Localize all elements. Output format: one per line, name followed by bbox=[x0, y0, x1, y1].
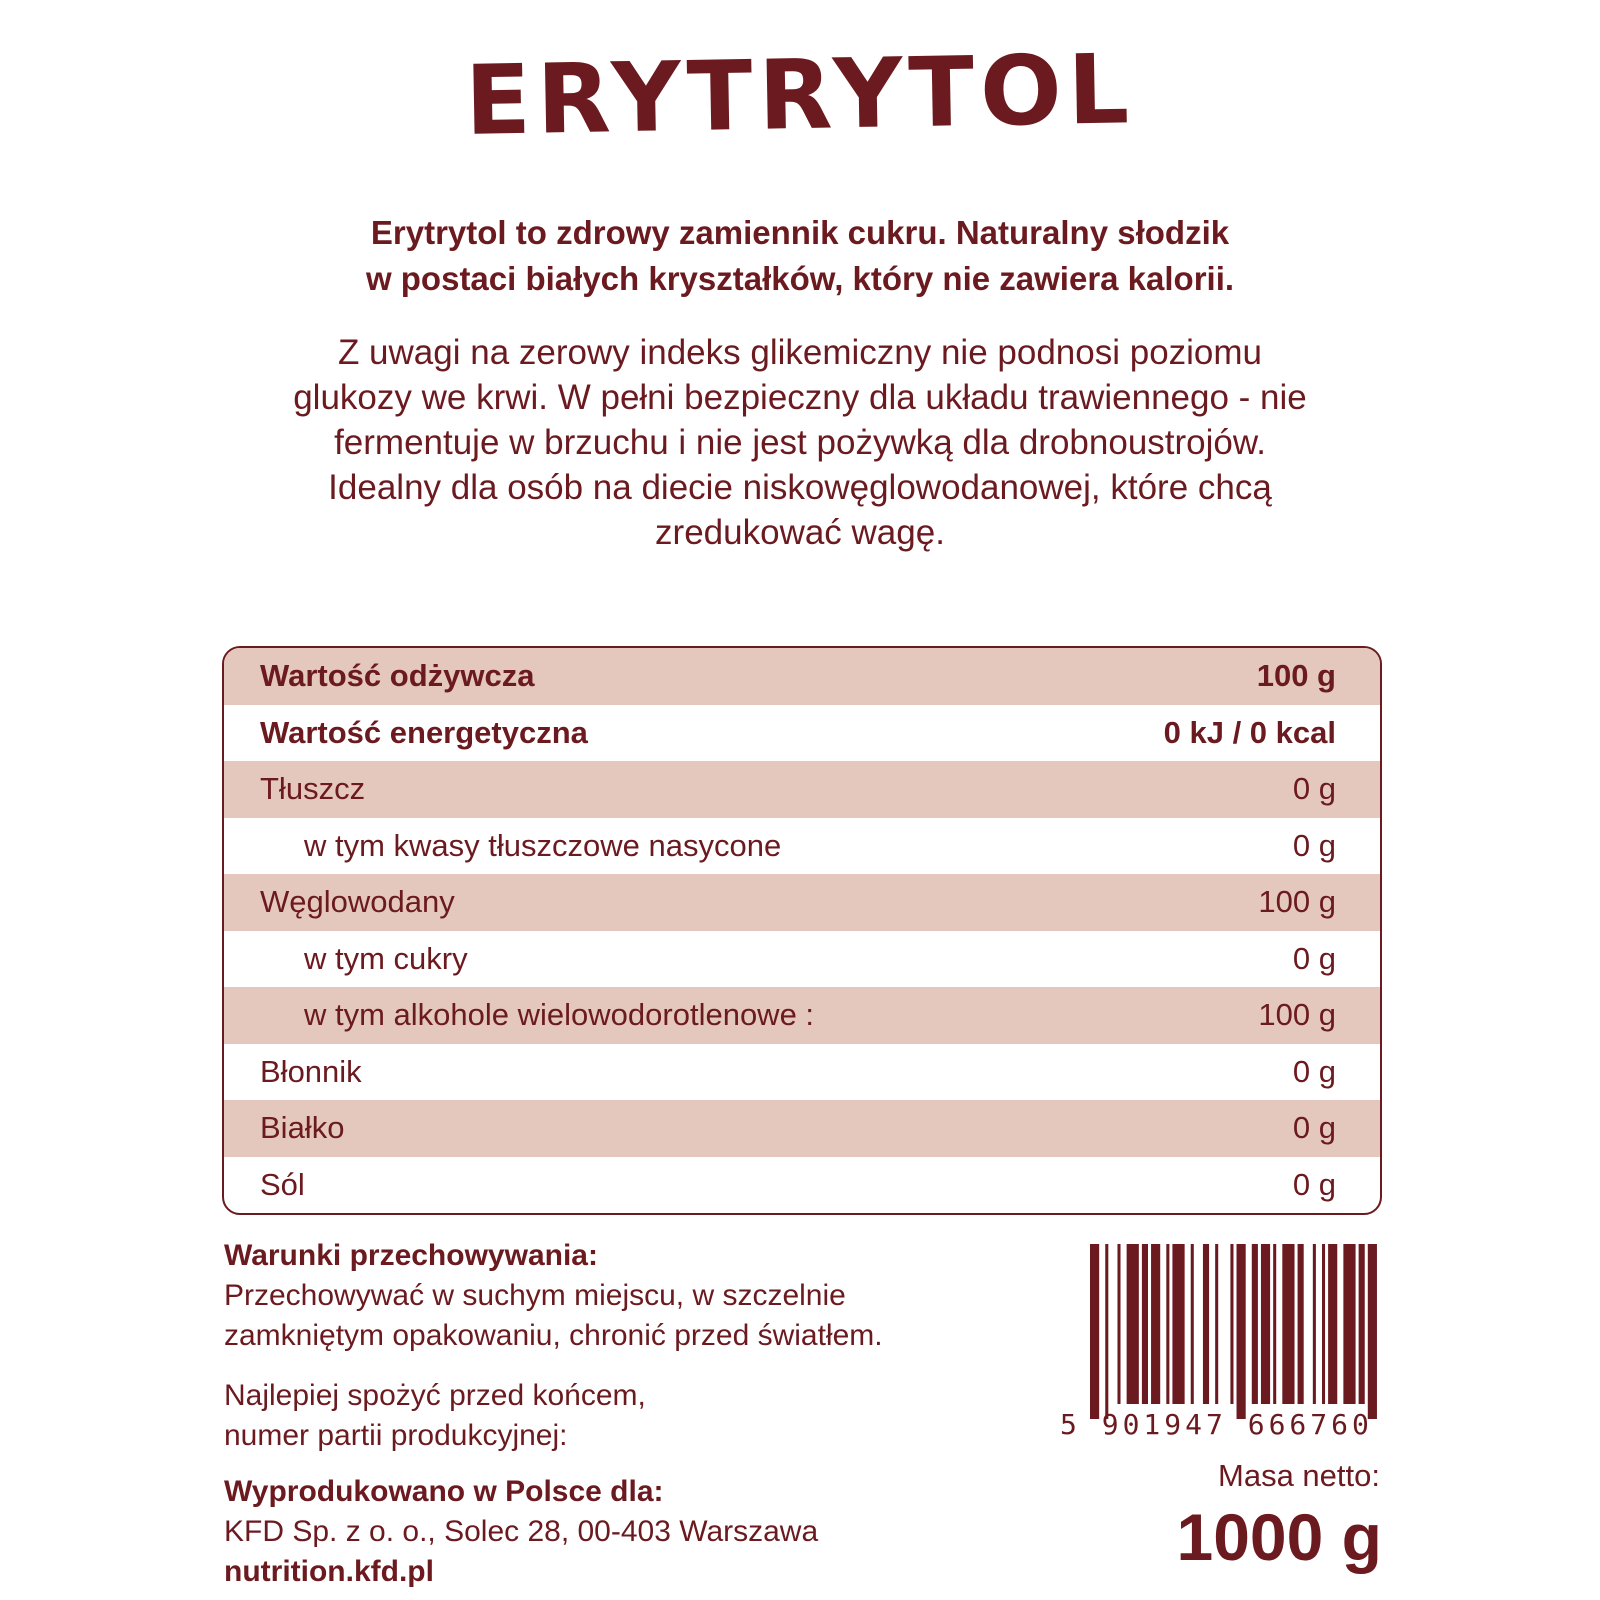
product-title: ERYTRYTOL bbox=[464, 33, 1136, 157]
nutrition-row bbox=[224, 761, 1380, 818]
barcode-bar bbox=[1151, 1244, 1160, 1404]
nutrition-row-value: 0 g bbox=[1292, 827, 1336, 863]
best-before-line: Najlepiej spożyć przed końcem, bbox=[224, 1379, 646, 1412]
nutrition-row-value: 0 g bbox=[1292, 1053, 1336, 1089]
barcode-digits: 5 901947 666760 bbox=[1060, 1408, 1373, 1441]
nutrition-row-value: 0 kJ / 0 kcal bbox=[1163, 714, 1336, 750]
best-before-line: numer partii produkcyjnej: bbox=[224, 1419, 568, 1452]
barcode-bar bbox=[1328, 1244, 1337, 1404]
barcode-bar bbox=[1313, 1244, 1316, 1404]
barcode-bar bbox=[1282, 1244, 1294, 1404]
nutrition-row bbox=[224, 987, 1380, 1044]
barcode-bar bbox=[1117, 1244, 1120, 1404]
nutrition-row bbox=[224, 705, 1380, 762]
nutrition-row-label: Tłuszcz bbox=[260, 771, 366, 807]
barcode-bar bbox=[1090, 1244, 1099, 1419]
barcode-bar bbox=[1142, 1244, 1148, 1404]
barcode-bar bbox=[1298, 1244, 1304, 1404]
barcode-bar bbox=[1105, 1244, 1108, 1419]
intro-line: Idealny dla osób na diecie niskowęglowodanowej, które chcą bbox=[328, 468, 1272, 507]
storage-title: Warunki przechowywania: bbox=[224, 1239, 598, 1272]
barcode-bar bbox=[1252, 1244, 1258, 1404]
manufacturer-title: Wyprodukowano w Polsce dla: bbox=[224, 1475, 664, 1508]
barcode-bar bbox=[1322, 1244, 1325, 1404]
intro-bold-line: Erytrytol to zdrowy zamiennik cukru. Naturalny słodzik bbox=[370, 214, 1230, 251]
nutrition-row-label: Wartość energetyczna bbox=[260, 714, 588, 750]
storage-line: zamkniętym opakowaniu, chronić przed światłem. bbox=[224, 1319, 883, 1352]
barcode-icon bbox=[1090, 1244, 1380, 1419]
barcode-bar bbox=[1215, 1244, 1218, 1404]
nutrition-row-value: 100 g bbox=[1258, 997, 1336, 1033]
nutrition-row bbox=[224, 1157, 1380, 1214]
barcode-bar bbox=[1166, 1244, 1169, 1404]
intro-line: fermentuje w brzuchu i nie jest pożywką dla drobnoustrojów. bbox=[334, 423, 1266, 462]
barcode-bar bbox=[1127, 1244, 1139, 1404]
barcode-bar bbox=[1172, 1244, 1184, 1404]
nutrition-row-value: 100 g bbox=[1258, 884, 1336, 920]
net-mass-label: Masa netto: bbox=[1218, 1458, 1380, 1493]
manufacturer-address: KFD Sp. z o. o., Solec 28, 00-403 Warszawa bbox=[224, 1515, 819, 1548]
intro-bold-line: w postaci białych kryształków, który nie zawiera kalorii. bbox=[365, 260, 1235, 297]
intro-line: glukozy we krwi. W pełni bezpieczny dla układu trawiennego - nie bbox=[293, 378, 1307, 417]
nutrition-row bbox=[224, 648, 1380, 705]
nutrition-row-value: 0 g bbox=[1292, 1166, 1336, 1202]
nutrition-row bbox=[224, 818, 1380, 875]
intro-line: Z uwagi na zerowy indeks glikemiczny nie podnosi poziomu bbox=[337, 333, 1263, 372]
nutrition-row-label: w tym alkohole wielowodorotlenowe : bbox=[304, 997, 815, 1033]
nutrition-row-label: w tym kwasy tłuszczowe nasycone bbox=[304, 827, 782, 863]
manufacturer-website: nutrition.kfd.pl bbox=[224, 1555, 434, 1588]
best-before-text bbox=[224, 1376, 984, 1456]
storage-line: Przechowywać w suchym miejscu, w szczelnie bbox=[224, 1279, 846, 1312]
nutrition-row bbox=[224, 931, 1380, 988]
nutrition-row-label: Błonnik bbox=[260, 1053, 362, 1089]
nutrition-row-label: Węglowodany bbox=[260, 884, 455, 920]
nutrition-row-value: 0 g bbox=[1292, 940, 1336, 976]
barcode-bar bbox=[1368, 1244, 1377, 1419]
barcode-bar bbox=[1359, 1244, 1365, 1404]
nutrition-row bbox=[224, 1100, 1380, 1157]
barcode-bar bbox=[1230, 1244, 1233, 1404]
intro-description bbox=[200, 330, 1400, 555]
barcode-bar bbox=[1203, 1244, 1209, 1404]
intro-line: zredukować wagę. bbox=[655, 513, 945, 552]
nutrition-table bbox=[222, 646, 1382, 1215]
intro-bold-text bbox=[200, 210, 1400, 302]
barcode-bar bbox=[1191, 1244, 1194, 1404]
nutrition-row-label: w tym cukry bbox=[304, 940, 468, 976]
nutrition-row-label: Białko bbox=[260, 1110, 345, 1146]
barcode-bar bbox=[1343, 1244, 1355, 1404]
nutrition-row-value: 100 g bbox=[1256, 658, 1336, 694]
barcode-bar bbox=[1273, 1244, 1276, 1404]
nutrition-row-value: 0 g bbox=[1292, 1110, 1336, 1146]
nutrition-row bbox=[224, 874, 1380, 931]
nutrition-row bbox=[224, 1044, 1380, 1101]
barcode-bar bbox=[1237, 1244, 1246, 1419]
nutrition-row-value: 0 g bbox=[1292, 771, 1336, 807]
barcode-bar bbox=[1261, 1244, 1270, 1404]
nutrition-row-label: Sól bbox=[260, 1166, 305, 1202]
nutrition-row-label: Wartość odżywcza bbox=[260, 658, 535, 694]
storage-text bbox=[224, 1276, 1044, 1356]
net-mass-value: 1000 g bbox=[1176, 1500, 1382, 1574]
